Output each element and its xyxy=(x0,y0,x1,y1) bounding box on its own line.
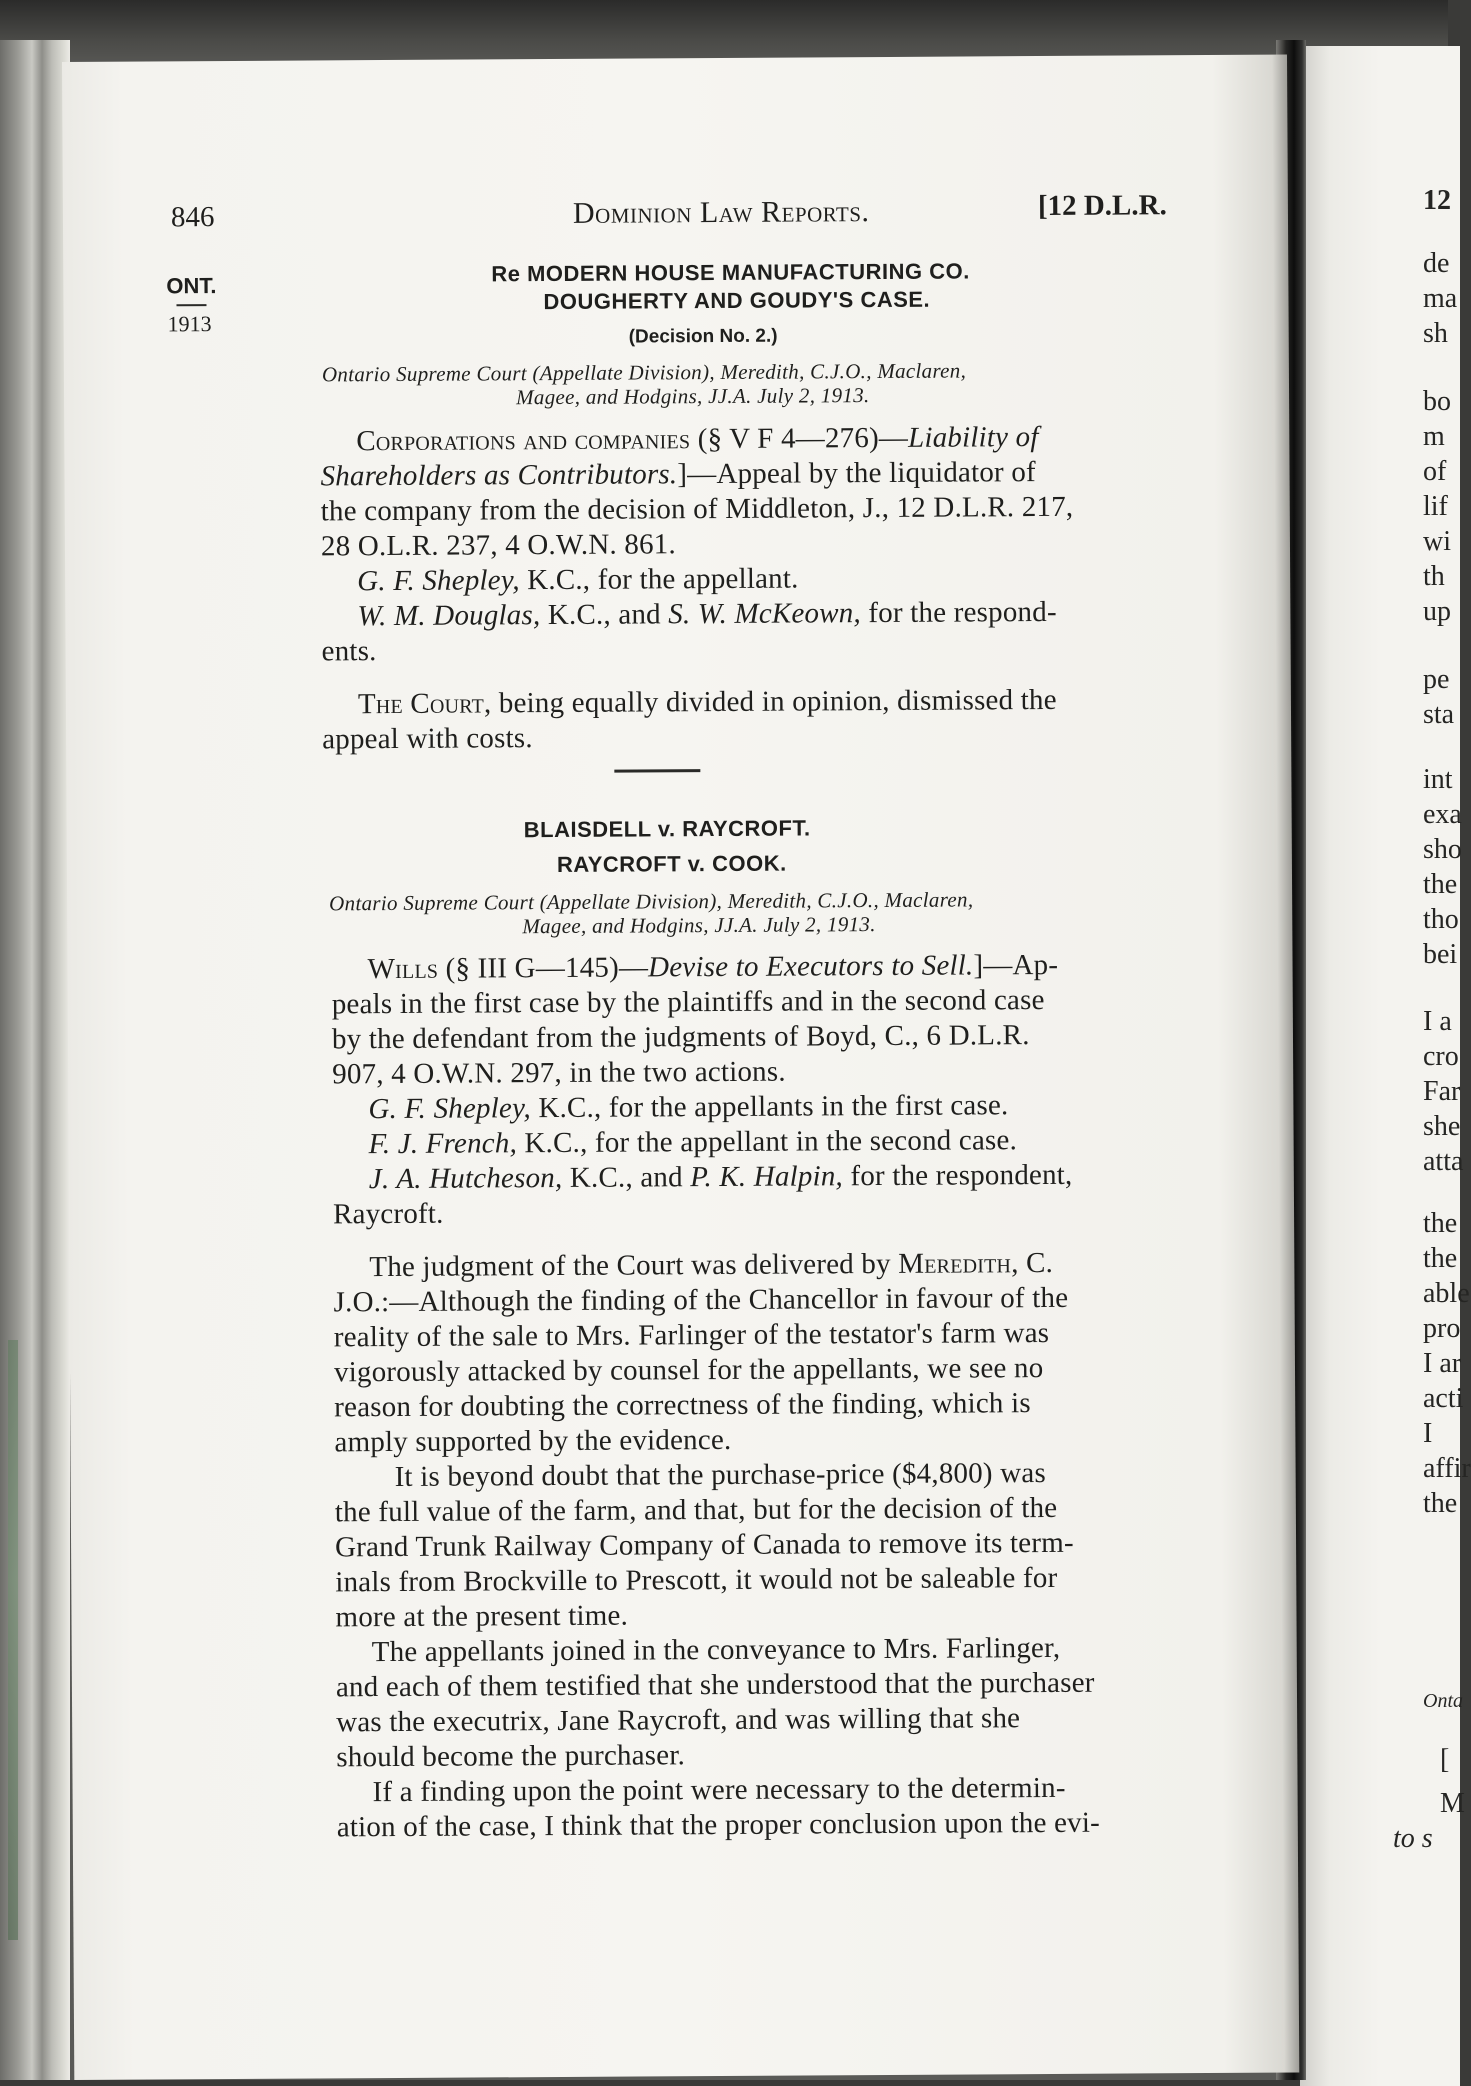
right-page-fragment: the xyxy=(1423,1488,1458,1519)
counsel-name: G. F. Shepley, xyxy=(368,1092,532,1126)
case1-headnote-line1 xyxy=(356,423,1038,456)
judgment-line: reality of the sale to Mrs. Farlinger of the testator's farm was xyxy=(333,1316,1050,1354)
right-page-fragment: de xyxy=(1423,248,1450,279)
counsel-role: K.C., for the appellant in the second case. xyxy=(516,1124,1018,1160)
case1-judgment-line1 xyxy=(357,683,1057,721)
right-page-fragment: ma xyxy=(1423,283,1458,314)
judgment-line: vigorously attacked by counsel for the appellants, we see no xyxy=(333,1352,1044,1389)
case2-judgment-line1 xyxy=(369,1246,1054,1284)
right-page-fragment: I ar xyxy=(1423,1348,1462,1379)
case2-counsel-3-cont: Raycroft. xyxy=(332,1197,444,1231)
right-page-fragment: 12 xyxy=(1423,185,1451,216)
right-page-fragment: lif xyxy=(1423,491,1448,522)
right-page-fragment: to s xyxy=(1393,1823,1433,1854)
right-page-fragment: able xyxy=(1423,1278,1470,1309)
running-title: Dominion Law Reports. xyxy=(572,195,870,230)
case1-headnote-line3: the company from the decision of Middleton, J., 12 D.L.R. 217, xyxy=(320,490,1074,528)
counsel-role: for the respondent, xyxy=(842,1158,1073,1193)
right-page-fragment: Onta xyxy=(1423,1690,1463,1712)
case2-headnote-line4: 907, 4 O.W.N. 297, in the two actions. xyxy=(332,1055,786,1091)
case2-headnote-subject: Wills xyxy=(367,952,439,986)
case2-headnote-line1 xyxy=(367,948,1059,986)
judgment-text: being equally divided in opinion, dismissed the xyxy=(491,683,1057,720)
counsel-role: K.C., for the appellants in the first case. xyxy=(530,1089,1009,1125)
case1-title-line2: DOUGHERTY AND GOUDY'S CASE. xyxy=(543,286,931,315)
judgment-line: the full value of the farm, and that, but for the decision of the xyxy=(334,1491,1058,1529)
right-page-fragment: bo xyxy=(1423,386,1451,417)
right-page-fragment: Far xyxy=(1423,1076,1461,1107)
left-page xyxy=(62,55,1299,2080)
right-page-fragment: M xyxy=(1440,1788,1465,1819)
case1-court-line1: Ontario Supreme Court (Appellate Division), Meredith, C.J.O., Maclaren, xyxy=(321,358,967,387)
right-page-fragment: pe xyxy=(1423,664,1450,695)
case1-headnote-subject: Corporations and companies xyxy=(356,423,691,458)
case-divider xyxy=(614,769,700,773)
right-page-fragment: wi xyxy=(1423,526,1451,557)
counsel-name: S. W. McKeown, xyxy=(668,597,861,631)
right-page-fragment: acti xyxy=(1423,1383,1464,1414)
judgment-line: was the executrix, Jane Raycroft, and was willing that she xyxy=(336,1702,1021,1739)
right-page-fragment: m xyxy=(1423,421,1445,452)
case2-title-line2: RAYCROFT v. COOK. xyxy=(556,850,787,877)
counsel-join: K.C., and xyxy=(540,598,669,632)
counsel-role: K.C., for the appellant. xyxy=(519,562,799,597)
case2-title-line1: BLAISDELL v. RAYCROFT. xyxy=(523,815,811,843)
right-page-fragment: the xyxy=(1423,1243,1458,1274)
right-page-fragment: cro xyxy=(1423,1041,1459,1072)
judgment-line: It is beyond doubt that the purchase-price ($4,800) was xyxy=(394,1457,1046,1493)
case2-counsel-3 xyxy=(368,1158,1073,1196)
judgment-line: If a finding upon the point were necessary to the determin- xyxy=(372,1771,1066,1809)
right-page-fragment: of xyxy=(1423,456,1447,487)
judgment-line: J.O.:—Although the finding of the Chancellor in favour of the xyxy=(333,1281,1069,1319)
counsel-name: P. K. Halpin, xyxy=(690,1160,844,1194)
judgment-line: more at the present time. xyxy=(335,1599,629,1634)
case1-title-line1: Re MODERN HOUSE MANUFACTURING CO. xyxy=(491,258,970,287)
case2-counsel-2 xyxy=(369,1126,1018,1159)
judgment-line: should become the purchaser. xyxy=(336,1739,686,1774)
case1-counsel-2-cont: ents. xyxy=(321,635,377,668)
right-page-fragment: I a xyxy=(1423,1006,1452,1037)
page-number: 846 xyxy=(170,201,215,234)
right-page-fragment: [ xyxy=(1440,1744,1450,1775)
right-page-fragment: up xyxy=(1423,596,1451,627)
right-page-fragment: sh xyxy=(1423,318,1448,349)
margin-province: ONT. xyxy=(166,273,217,299)
right-page-fragment: I xyxy=(1423,1418,1433,1449)
right-page-fragment: affir xyxy=(1423,1453,1471,1484)
judgment-line: inals from Brockville to Prescott, it would not be saleable for xyxy=(335,1561,1058,1599)
case2-headnote-line3: by the defendant from the judgments of Boyd, C., 6 D.L.R. xyxy=(331,1019,1030,1056)
right-page-fragment: exa xyxy=(1423,799,1462,830)
counsel-name: W. M. Douglas, xyxy=(357,599,541,633)
case1-counsel-1 xyxy=(357,562,799,598)
margin-divider xyxy=(176,304,206,306)
right-page-fragment: sho xyxy=(1423,834,1462,865)
right-page-fragment: the xyxy=(1423,869,1458,900)
case1-headnote-topic-cont: Shareholders as Contributors. xyxy=(320,458,678,493)
book-edge xyxy=(0,40,70,2080)
judgment-line: and each of them testified that she understood that the purchaser xyxy=(335,1666,1095,1704)
right-page-fragment: th xyxy=(1423,561,1445,592)
case1-court-line2: Magee, and Hodgins, JJ.A. July 2, 1913. xyxy=(515,383,870,410)
case1-headnote-line2 xyxy=(320,458,1036,491)
right-page-fragment: tho xyxy=(1423,904,1459,935)
case2-headnote-ref: (§ III G—145)— xyxy=(438,951,649,985)
counsel-name: J. A. Hutcheson, xyxy=(368,1161,563,1196)
right-page-fragment: sta xyxy=(1423,699,1455,730)
right-page-fragment: int xyxy=(1423,764,1453,795)
case2-court-line2: Magee, and Hodgins, JJ.A. July 2, 1913. xyxy=(522,912,876,939)
right-page-fragment: she xyxy=(1423,1111,1461,1142)
volume-reference: [12 D.L.R. xyxy=(1037,189,1167,223)
judgment-text: The judgment of the Court was delivered by xyxy=(369,1247,899,1284)
case1-headnote-topic: Liability of xyxy=(907,421,1039,454)
counsel-join: K.C., and xyxy=(562,1161,691,1194)
right-page-fragment: the xyxy=(1423,1208,1458,1239)
counsel-name: G. F. Shepley, xyxy=(357,564,520,598)
case1-decision: (Decision No. 2.) xyxy=(628,325,778,348)
case1-headnote-ref: (§ V F 4—276)— xyxy=(690,421,909,456)
counsel-name: F. J. French, xyxy=(368,1127,518,1161)
judgment-line: reason for doubting the correctness of the finding, which is xyxy=(334,1387,1031,1424)
court-name: The Court, xyxy=(357,687,492,721)
counsel-role: for the respond- xyxy=(860,595,1057,630)
case1-headnote-rest: ]—Appeal by the liquidator of xyxy=(677,456,1036,491)
judgment-line: amply supported by the evidence. xyxy=(334,1423,732,1459)
margin-year: 1913 xyxy=(167,311,212,337)
right-page-fragment: bei xyxy=(1423,939,1458,970)
judge-name: Meredith, xyxy=(898,1247,1019,1280)
case1-headnote-line4: 28 O.L.R. 237, 4 O.W.N. 861. xyxy=(320,528,677,563)
case1-counsel-2 xyxy=(357,595,1057,633)
judgment-line: The appellants joined in the conveyance to Mrs. Farlinger, xyxy=(371,1631,1061,1669)
case1-judgment-line2: appeal with costs. xyxy=(322,722,533,756)
right-page-fragment: atta xyxy=(1423,1146,1464,1177)
right-page-fragment: pro xyxy=(1423,1313,1461,1344)
case2-counsel-1 xyxy=(368,1091,1008,1124)
judgment-text: C. xyxy=(1018,1246,1054,1280)
case2-court-line1: Ontario Supreme Court (Appellate Division), Meredith, C.J.O., Maclaren, xyxy=(329,887,974,916)
judgment-line: Grand Trunk Railway Company of Canada to remove its term- xyxy=(334,1526,1074,1564)
case2-headnote-topic: Devise to Executors to Sell. xyxy=(648,949,974,984)
case2-headnote-line2: peals in the first case by the plaintiffs and in the second case xyxy=(331,984,1045,1021)
judgment-line: ation of the case, I think that the proper conclusion upon the evi- xyxy=(336,1806,1101,1844)
case2-headnote-rest: ]—Ap- xyxy=(973,948,1059,982)
